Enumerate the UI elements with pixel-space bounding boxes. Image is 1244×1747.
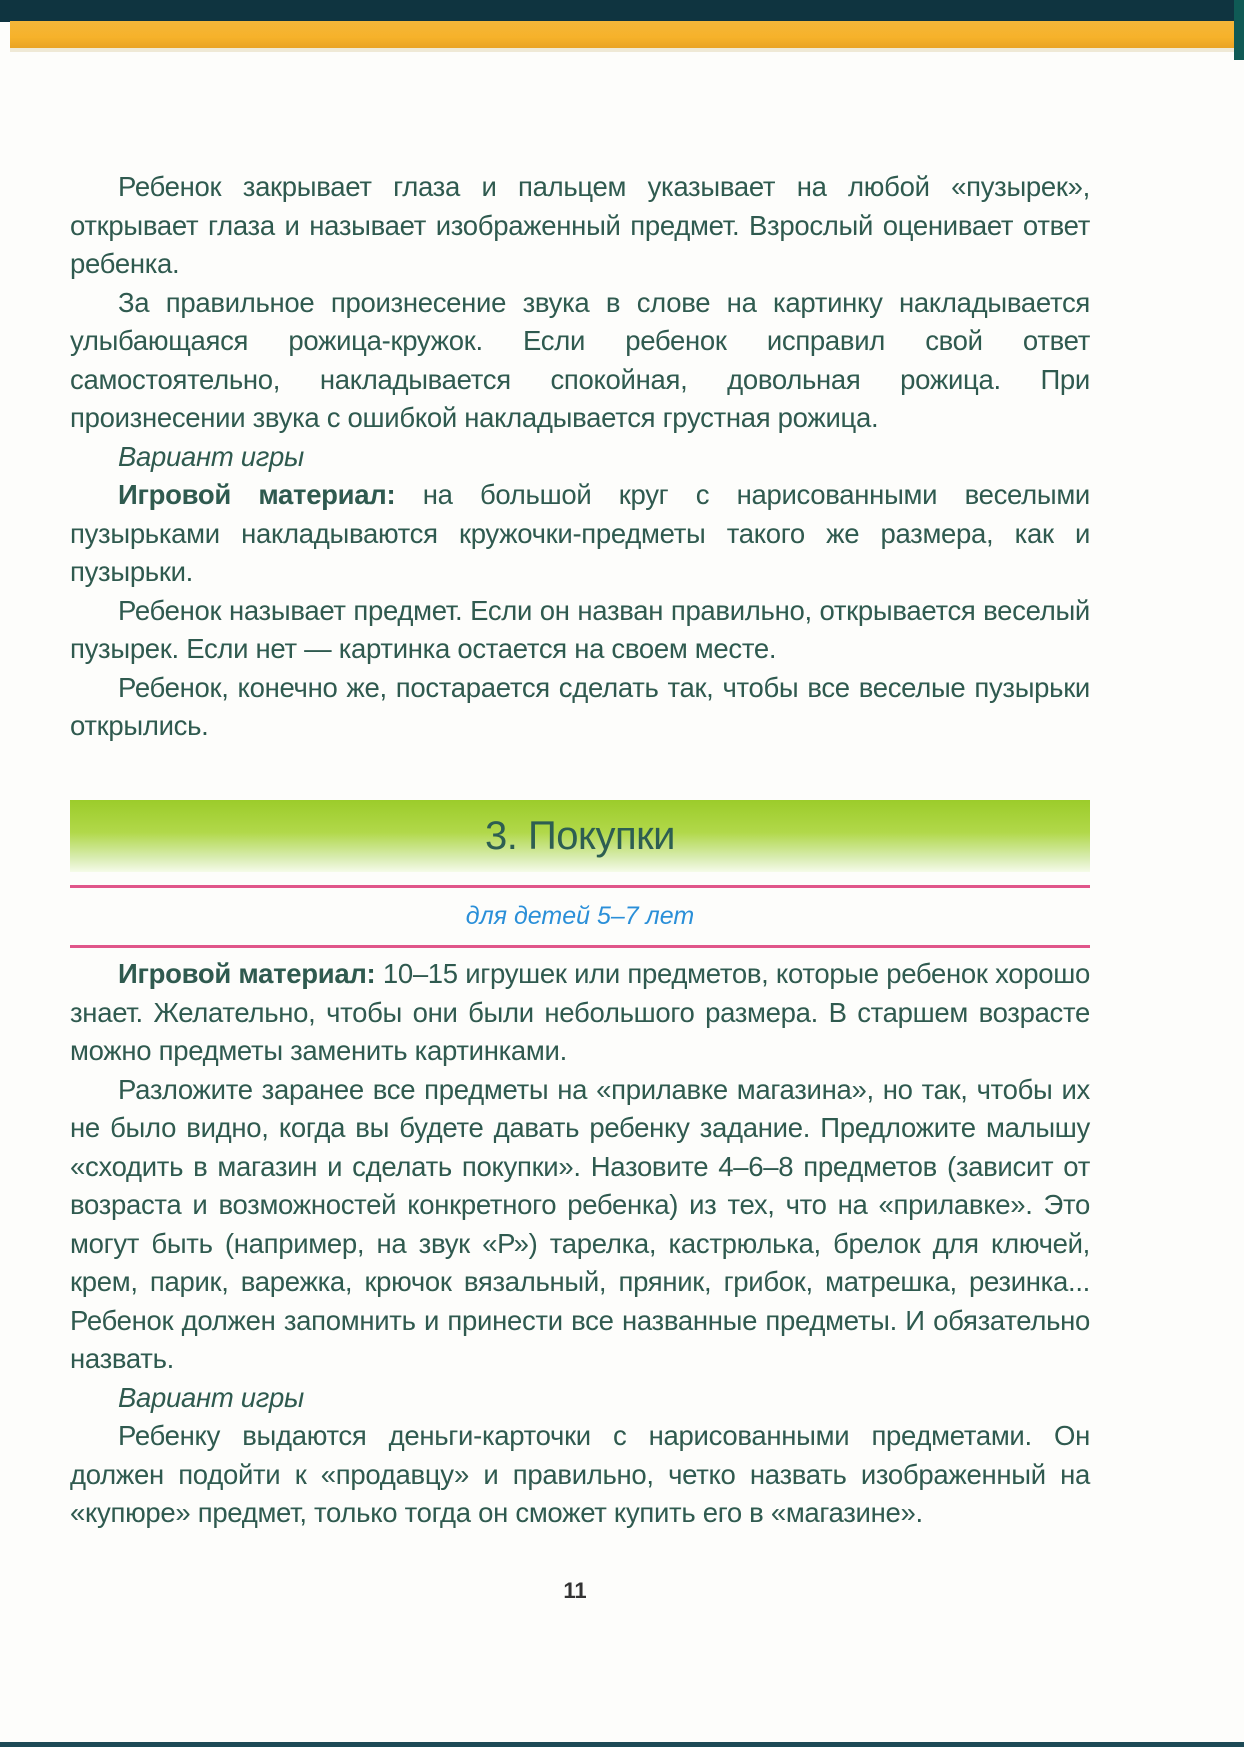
paragraph: Разложите заранее все предметы на «прилавке магазина», но так, чтобы их не было видно, когда вы будете давать ребенку задание. Предложите малышу «сходить в магазин и сделать покупки». Назовите 4–6–8 предметов (зависит от возраста и возможностей конкретного ребенка) из тех, что на «прилавке». Это могут быть (например, на звук «Р») тарелка, кастрюлька, брелок для ключей, крем, парик, варежка, крючок вязальный, пряник, грибок, матрешка, резинка... Ребенок должен запомнить и принести все названные предметы. И обязательно назвать. — [70, 1073, 1090, 1374]
variant-heading: Вариант игры — [118, 1381, 304, 1413]
material-label: Игровой материал: — [118, 479, 396, 510]
paragraph: Ребенку выдаются деньги-карточки с нарисованными предметами. Он должен подойти к «продавцу» и правильно, четко назвать изображенный на «купюре» предмет, только тогда он сможет купить его в «магазине». — [70, 1420, 1090, 1528]
material-text: 10–15 игрушек или предметов, которые ребенок хорошо знает. Желательно, чтобы они были небольшого размера. В старшем возрасте можно предметы заменить картинками. — [70, 958, 1090, 1066]
section-header-band — [70, 800, 1090, 872]
divider-bottom — [70, 945, 1090, 948]
paragraph: Ребенок, конечно же, постарается сделать так, чтобы все веселые пузырьки открылись. — [70, 671, 1090, 741]
section-title: 3. Покупки — [485, 813, 675, 858]
text-block-bubbles-game — [70, 168, 1090, 746]
book-edge-band — [10, 21, 1244, 52]
scan-right-edge — [1234, 0, 1244, 60]
variant-heading: Вариант игры — [118, 440, 304, 472]
text-block-shopping-game — [70, 955, 1090, 1533]
material-text: на большой круг с нарисованными веселыми пузырьками накладываются кружочки-предметы такого же размера, как и пузырьки. — [70, 479, 1090, 587]
material-paragraph — [70, 955, 1090, 1071]
paragraph: Ребенок закрывает глаза и пальцем указывает на любой «пузырек», открывает глаза и называет изображенный предмет. Взрослый оценивает ответ ребенка. — [70, 171, 1090, 279]
paragraph: Ребенок называет предмет. Если он назван правильно, открывается веселый пузырек. Если нет — картинка остается на своем месте. — [70, 594, 1090, 664]
material-paragraph — [70, 476, 1090, 592]
paragraph: За правильное произнесение звука в слове на картинку накладывается улыбающаяся рожица-кружок. Если ребенок исправил свой ответ самостоятельно, накладывается спокойная, довольная рожица. При произнесении звука с ошибкой накладывается грустная рожица. — [70, 286, 1090, 433]
divider-top — [70, 885, 1090, 888]
scan-top-border — [0, 0, 1244, 22]
age-label: для детей 5–7 лет — [465, 902, 695, 930]
scan-bottom-border — [0, 1742, 1244, 1747]
material-label: Игровой материал: — [118, 958, 376, 989]
page-number: 11 — [563, 1578, 587, 1603]
